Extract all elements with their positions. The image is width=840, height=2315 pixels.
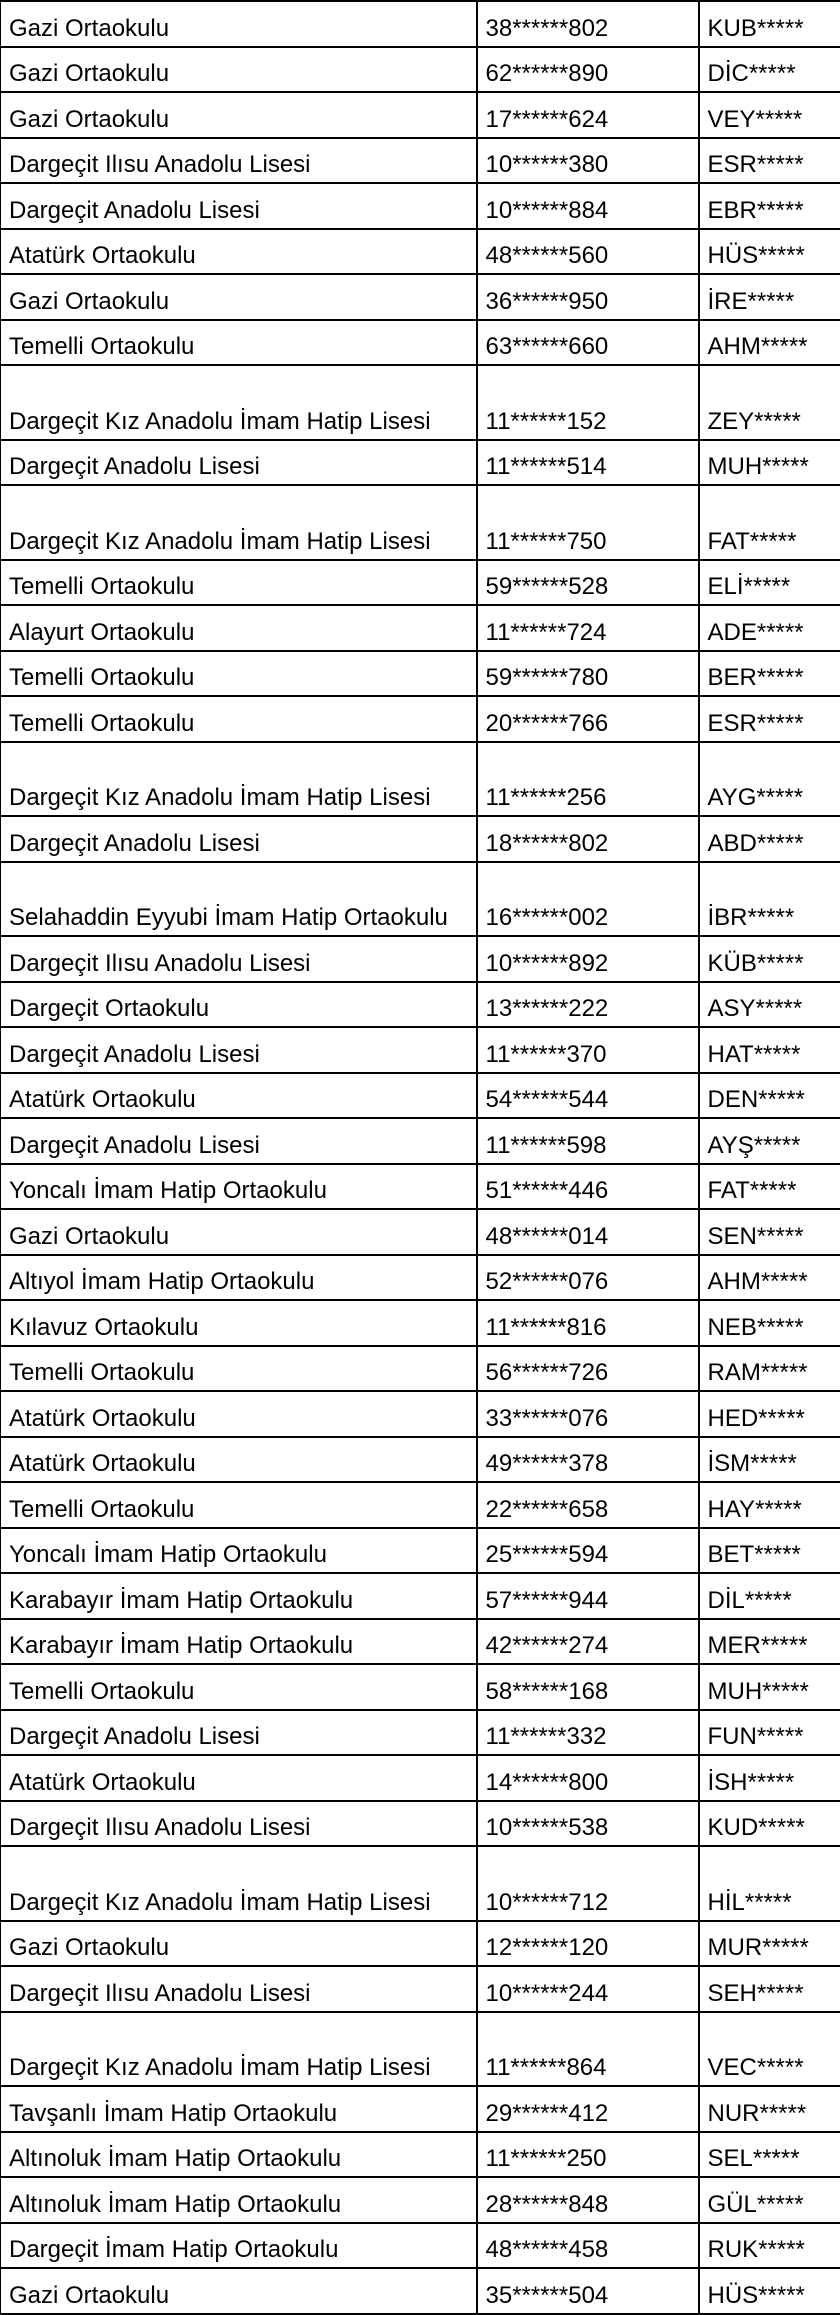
table-row (1, 1437, 840, 1483)
masked-name-cell: HAT***** (699, 1027, 840, 1073)
masked-id-cell: 35******504 (477, 2268, 699, 2314)
masked-name-cell: VEY***** (699, 92, 840, 138)
school-name-cell: Dargeçit Ortaokulu (1, 982, 477, 1028)
school-name-cell: Atatürk Ortaokulu (1, 1755, 477, 1801)
masked-name-cell: SEN***** (699, 1209, 840, 1255)
school-name-cell: Temelli Ortaokulu (1, 1482, 477, 1528)
table-row (1, 1710, 840, 1756)
table-row (1, 47, 840, 93)
masked-name-cell: HÜS***** (699, 2268, 840, 2314)
table-row (1, 742, 840, 817)
masked-name-cell: AHM***** (699, 1255, 840, 1301)
school-name-cell: Karabayır İmam Hatip Ortaokulu (1, 1573, 477, 1619)
table-row (1, 1482, 840, 1528)
school-name-cell: Temelli Ortaokulu (1, 696, 477, 742)
school-name-cell: Dargeçit Ilısu Anadolu Lisesi (1, 1966, 477, 2012)
school-name-cell: Gazi Ortaokulu (1, 1921, 477, 1967)
table-row (1, 862, 840, 937)
masked-name-cell: İRE***** (699, 274, 840, 320)
masked-name-cell: AHM***** (699, 320, 840, 366)
masked-id-cell: 11******816 (477, 1300, 699, 1346)
table-row (1, 1528, 840, 1574)
table-row (1, 320, 840, 366)
school-name-cell: Gazi Ortaokulu (1, 47, 477, 93)
table-row (1, 651, 840, 697)
masked-name-cell: ASY***** (699, 982, 840, 1028)
masked-id-cell: 11******152 (477, 365, 699, 440)
table-row (1, 560, 840, 606)
table-row (1, 1073, 840, 1119)
school-name-cell: Dargeçit Kız Anadolu İmam Hatip Lisesi (1, 742, 477, 817)
masked-id-cell: 28******848 (477, 2177, 699, 2223)
masked-id-cell: 36******950 (477, 274, 699, 320)
school-name-cell: Dargeçit Kız Anadolu İmam Hatip Lisesi (1, 2012, 477, 2087)
school-name-cell: Selahaddin Eyyubi İmam Hatip Ortaokulu (1, 862, 477, 937)
school-name-cell: Karabayır İmam Hatip Ortaokulu (1, 1619, 477, 1665)
table-row (1, 1209, 840, 1255)
masked-id-cell: 10******892 (477, 936, 699, 982)
masked-id-cell: 12******120 (477, 1921, 699, 1967)
table-row (1, 485, 840, 560)
masked-id-cell: 57******944 (477, 1573, 699, 1619)
table-row (1, 1619, 840, 1665)
table-row (1, 1966, 840, 2012)
masked-name-cell: NUR***** (699, 2086, 840, 2132)
masked-id-cell: 10******538 (477, 1801, 699, 1847)
school-name-cell: Dargeçit Kız Anadolu İmam Hatip Lisesi (1, 485, 477, 560)
masked-name-cell: SEL***** (699, 2132, 840, 2178)
table-row (1, 696, 840, 742)
masked-id-cell: 11******370 (477, 1027, 699, 1073)
masked-name-cell: RAM***** (699, 1346, 840, 1392)
school-name-cell: Gazi Ortaokulu (1, 1, 477, 47)
school-name-cell: Temelli Ortaokulu (1, 1346, 477, 1392)
masked-id-cell: 13******222 (477, 982, 699, 1028)
masked-name-cell: AYŞ***** (699, 1118, 840, 1164)
masked-name-cell: BER***** (699, 651, 840, 697)
masked-name-cell: HİL***** (699, 1846, 840, 1921)
table-row (1, 1921, 840, 1967)
school-name-cell: Dargeçit Anadolu Lisesi (1, 183, 477, 229)
table-row (1, 274, 840, 320)
masked-id-cell: 58******168 (477, 1664, 699, 1710)
table-row (1, 2223, 840, 2269)
school-name-cell: Gazi Ortaokulu (1, 1209, 477, 1255)
table-row (1, 2177, 840, 2223)
table-row (1, 2012, 840, 2087)
table-row (1, 936, 840, 982)
masked-id-cell: 49******378 (477, 1437, 699, 1483)
school-name-cell: Dargeçit Ilısu Anadolu Lisesi (1, 1801, 477, 1847)
table-row (1, 605, 840, 651)
masked-name-cell: FUN***** (699, 1710, 840, 1756)
table-row (1, 2132, 840, 2178)
school-name-cell: Gazi Ortaokulu (1, 2268, 477, 2314)
masked-name-cell: HED***** (699, 1391, 840, 1437)
masked-id-cell: 20******766 (477, 696, 699, 742)
masked-name-cell: İBR***** (699, 862, 840, 937)
school-name-cell: Dargeçit Anadolu Lisesi (1, 1027, 477, 1073)
table-row (1, 229, 840, 275)
school-name-cell: Dargeçit Anadolu Lisesi (1, 440, 477, 486)
masked-name-cell: MER***** (699, 1619, 840, 1665)
table-row (1, 1801, 840, 1847)
masked-id-cell: 11******250 (477, 2132, 699, 2178)
masked-name-cell: KUB***** (699, 1, 840, 47)
masked-name-cell: ESR***** (699, 138, 840, 184)
masked-id-cell: 11******256 (477, 742, 699, 817)
masked-id-cell: 11******514 (477, 440, 699, 486)
school-name-cell: Gazi Ortaokulu (1, 92, 477, 138)
masked-id-cell: 63******660 (477, 320, 699, 366)
school-name-cell: Atatürk Ortaokulu (1, 1437, 477, 1483)
masked-name-cell: İSH***** (699, 1755, 840, 1801)
masked-name-cell: FAT***** (699, 485, 840, 560)
masked-id-cell: 11******750 (477, 485, 699, 560)
school-name-cell: Atatürk Ortaokulu (1, 1391, 477, 1437)
school-name-cell: Tavşanlı İmam Hatip Ortaokulu (1, 2086, 477, 2132)
masked-id-cell: 22******658 (477, 1482, 699, 1528)
masked-id-cell: 48******014 (477, 1209, 699, 1255)
masked-id-cell: 59******528 (477, 560, 699, 606)
masked-id-cell: 52******076 (477, 1255, 699, 1301)
school-name-cell: Dargeçit Anadolu Lisesi (1, 816, 477, 862)
masked-name-cell: ELİ***** (699, 560, 840, 606)
school-name-cell: Dargeçit Kız Anadolu İmam Hatip Lisesi (1, 365, 477, 440)
table-row (1, 816, 840, 862)
table-row (1, 1346, 840, 1392)
table-row (1, 1573, 840, 1619)
table-row (1, 92, 840, 138)
school-name-cell: Temelli Ortaokulu (1, 560, 477, 606)
school-name-cell: Altıyol İmam Hatip Ortaokulu (1, 1255, 477, 1301)
table-row (1, 138, 840, 184)
masked-id-cell: 33******076 (477, 1391, 699, 1437)
school-name-cell: Atatürk Ortaokulu (1, 229, 477, 275)
table-row (1, 2268, 840, 2314)
masked-id-cell: 10******884 (477, 183, 699, 229)
masked-id-cell: 48******560 (477, 229, 699, 275)
table-row (1, 1755, 840, 1801)
masked-name-cell: MUH***** (699, 440, 840, 486)
masked-id-cell: 11******332 (477, 1710, 699, 1756)
table-row (1, 365, 840, 440)
school-name-cell: Temelli Ortaokulu (1, 320, 477, 366)
table-row (1, 1391, 840, 1437)
masked-id-cell: 62******890 (477, 47, 699, 93)
masked-id-cell: 48******458 (477, 2223, 699, 2269)
masked-name-cell: BET***** (699, 1528, 840, 1574)
school-name-cell: Yoncalı İmam Hatip Ortaokulu (1, 1164, 477, 1210)
masked-name-cell: SEH***** (699, 1966, 840, 2012)
school-name-cell: Yoncalı İmam Hatip Ortaokulu (1, 1528, 477, 1574)
masked-name-cell: HÜS***** (699, 229, 840, 275)
masked-name-cell: DİL***** (699, 1573, 840, 1619)
table-row (1, 1118, 840, 1164)
masked-name-cell: MUR***** (699, 1921, 840, 1967)
school-name-cell: Dargeçit İmam Hatip Ortaokulu (1, 2223, 477, 2269)
masked-id-cell: 14******800 (477, 1755, 699, 1801)
table-row (1, 1027, 840, 1073)
table-row (1, 1164, 840, 1210)
masked-name-cell: AYG***** (699, 742, 840, 817)
school-name-cell: Dargeçit Anadolu Lisesi (1, 1118, 477, 1164)
masked-name-cell: DİC***** (699, 47, 840, 93)
table-row (1, 1664, 840, 1710)
school-name-cell: Atatürk Ortaokulu (1, 1073, 477, 1119)
masked-name-cell: DEN***** (699, 1073, 840, 1119)
masked-id-cell: 10******712 (477, 1846, 699, 1921)
masked-id-cell: 51******446 (477, 1164, 699, 1210)
school-name-cell: Alayurt Ortaokulu (1, 605, 477, 651)
masked-name-cell: ZEY***** (699, 365, 840, 440)
school-name-cell: Temelli Ortaokulu (1, 1664, 477, 1710)
masked-name-cell: GÜL***** (699, 2177, 840, 2223)
masked-id-cell: 42******274 (477, 1619, 699, 1665)
table-row (1, 1, 840, 47)
table-row (1, 2086, 840, 2132)
masked-name-cell: NEB***** (699, 1300, 840, 1346)
masked-id-cell: 17******624 (477, 92, 699, 138)
masked-id-cell: 18******802 (477, 816, 699, 862)
masked-name-cell: KÜB***** (699, 936, 840, 982)
school-name-cell: Kılavuz Ortaokulu (1, 1300, 477, 1346)
table-row (1, 1300, 840, 1346)
school-name-cell: Dargeçit Ilısu Anadolu Lisesi (1, 138, 477, 184)
school-name-cell: Altınoluk İmam Hatip Ortaokulu (1, 2132, 477, 2178)
table-row (1, 982, 840, 1028)
masked-id-cell: 11******864 (477, 2012, 699, 2087)
school-name-cell: Dargeçit Ilısu Anadolu Lisesi (1, 936, 477, 982)
masked-name-cell: RUK***** (699, 2223, 840, 2269)
table-row (1, 1846, 840, 1921)
masked-id-cell: 54******544 (477, 1073, 699, 1119)
school-name-cell: Dargeçit Kız Anadolu İmam Hatip Lisesi (1, 1846, 477, 1921)
masked-id-cell: 25******594 (477, 1528, 699, 1574)
masked-name-cell: ADE***** (699, 605, 840, 651)
masked-id-cell: 11******724 (477, 605, 699, 651)
masked-name-cell: EBR***** (699, 183, 840, 229)
table-row (1, 183, 840, 229)
table-row (1, 1255, 840, 1301)
school-name-cell: Gazi Ortaokulu (1, 274, 477, 320)
masked-name-cell: MUH***** (699, 1664, 840, 1710)
masked-name-cell: HAY***** (699, 1482, 840, 1528)
student-list-body (1, 1, 840, 2314)
masked-id-cell: 59******780 (477, 651, 699, 697)
table-row (1, 440, 840, 486)
masked-name-cell: ABD***** (699, 816, 840, 862)
school-name-cell: Altınoluk İmam Hatip Ortaokulu (1, 2177, 477, 2223)
masked-name-cell: KUD***** (699, 1801, 840, 1847)
school-name-cell: Temelli Ortaokulu (1, 651, 477, 697)
masked-name-cell: İSM***** (699, 1437, 840, 1483)
masked-name-cell: VEC***** (699, 2012, 840, 2087)
masked-name-cell: FAT***** (699, 1164, 840, 1210)
masked-id-cell: 38******802 (477, 1, 699, 47)
masked-id-cell: 56******726 (477, 1346, 699, 1392)
masked-id-cell: 29******412 (477, 2086, 699, 2132)
masked-id-cell: 10******244 (477, 1966, 699, 2012)
masked-name-cell: ESR***** (699, 696, 840, 742)
masked-id-cell: 16******002 (477, 862, 699, 937)
school-name-cell: Dargeçit Anadolu Lisesi (1, 1710, 477, 1756)
masked-id-cell: 11******598 (477, 1118, 699, 1164)
masked-id-cell: 10******380 (477, 138, 699, 184)
